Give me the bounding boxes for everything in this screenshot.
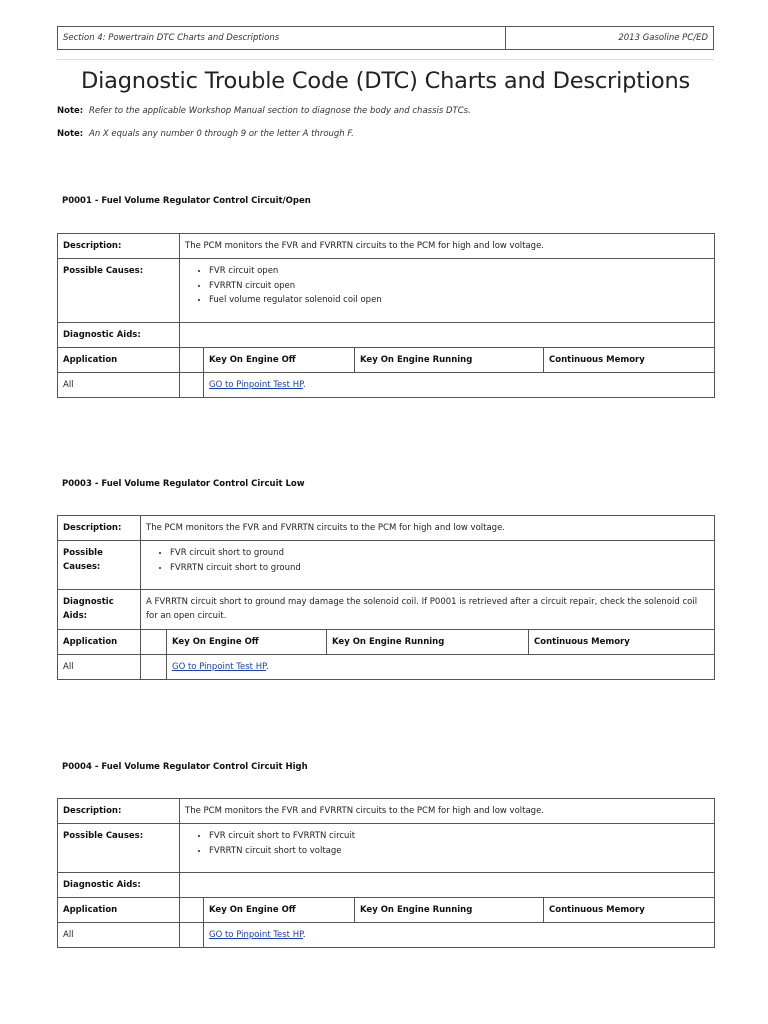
list-item: • FVR circuit open <box>209 264 709 279</box>
empty-cell <box>141 655 167 680</box>
possible-causes-cell <box>141 541 715 590</box>
causes-list <box>146 546 709 575</box>
list-item: • FVR circuit short to ground <box>170 546 709 561</box>
list-item: • FVR circuit short to FVRRTN circuit <box>209 829 709 844</box>
dtc-title-p0001: P0001 - Fuel Volume Regulator Control Circuit/Open <box>62 196 311 206</box>
diagnostic-aids-text <box>180 873 715 898</box>
pinpoint-test-link[interactable]: GO to Pinpoint Test HP <box>172 662 266 672</box>
diagnostic-aids-label: Diagnostic Aids: <box>58 873 180 898</box>
application-value: All <box>58 655 141 680</box>
description-label: Description: <box>58 516 141 541</box>
koer-header: Key On Engine Running <box>355 348 544 373</box>
description-text: The PCM monitors the FVR and FVRRTN circuits to the PCM for high and low voltage. <box>180 799 715 824</box>
model-label: 2013 Gasoline PC/ED <box>618 33 708 43</box>
causes-list <box>185 829 709 858</box>
continuous-memory-header: Continuous Memory <box>529 630 715 655</box>
possible-causes-label <box>58 541 141 590</box>
section-label: Section 4: Powertrain DTC Charts and Descriptions <box>58 27 506 49</box>
dtc-table-p0003 <box>57 515 715 680</box>
description-label: Description: <box>58 234 180 259</box>
possible-label: Possible <box>63 548 103 558</box>
continuous-memory-header: Continuous Memory <box>544 348 715 373</box>
koer-header: Key On Engine Running <box>355 898 544 923</box>
list-item: • FVRRTN circuit short to ground <box>170 561 709 576</box>
link-suffix: . <box>265 662 269 672</box>
dtc-title-p0004: P0004 - Fuel Volume Regulator Control Circuit High <box>62 762 308 772</box>
empty-header-cell <box>141 630 167 655</box>
causes-list <box>185 264 709 308</box>
aids-label: Aids: <box>63 611 88 621</box>
pinpoint-test-link[interactable]: GO to Pinpoint Test HP <box>209 380 303 390</box>
dtc-title-p0003: P0003 - Fuel Volume Regulator Control Circuit Low <box>62 479 305 489</box>
possible-causes-cell <box>180 259 715 323</box>
note-text: An X equals any number 0 through 9 or the letter A through F. <box>89 129 354 139</box>
note-text: Refer to the applicable Workshop Manual section to diagnose the body and chassis DTCs. <box>89 106 471 116</box>
header-divider <box>57 59 714 60</box>
note-x-equals <box>57 129 354 139</box>
continuous-memory-header: Continuous Memory <box>544 898 715 923</box>
diagnostic-label: Diagnostic <box>63 597 114 607</box>
diagnostic-aids-text <box>180 323 715 348</box>
koeo-header: Key On Engine Off <box>204 898 355 923</box>
koer-header: Key On Engine Running <box>327 630 529 655</box>
koeo-header: Key On Engine Off <box>167 630 327 655</box>
pinpoint-cell <box>204 373 715 398</box>
application-header: Application <box>58 898 180 923</box>
empty-header-cell <box>180 348 204 373</box>
note-body-chassis <box>57 106 471 116</box>
pinpoint-test-link[interactable]: GO to Pinpoint Test HP <box>209 930 303 940</box>
diagnostic-aids-label <box>58 590 141 630</box>
link-suffix: . <box>302 380 306 390</box>
list-item: • FVRRTN circuit open <box>209 279 709 294</box>
page-title: Diagnostic Trouble Code (DTC) Charts and Descriptions <box>80 68 691 94</box>
application-header: Application <box>58 630 141 655</box>
diagnostic-aids-label: Diagnostic Aids: <box>58 323 180 348</box>
empty-header-cell <box>180 898 204 923</box>
link-suffix: . <box>302 930 306 940</box>
pinpoint-cell <box>204 923 715 948</box>
diagnostic-aids-text: A FVRRTN circuit short to ground may damage the solenoid coil. If P0001 is retrieved after a circuit repair, check the solenoid coil for an open circuit. <box>141 590 715 630</box>
dtc-table-p0004 <box>57 798 715 948</box>
koeo-header: Key On Engine Off <box>204 348 355 373</box>
pinpoint-cell <box>167 655 715 680</box>
page-header <box>57 26 714 50</box>
application-header: Application <box>58 348 180 373</box>
description-label: Description: <box>58 799 180 824</box>
note-label: Note: <box>57 106 84 116</box>
dtc-table-p0001 <box>57 233 715 398</box>
possible-causes-label: Possible Causes: <box>58 824 180 873</box>
possible-causes-label: Possible Causes: <box>58 259 180 323</box>
list-item: • Fuel volume regulator solenoid coil open <box>209 293 709 308</box>
application-value: All <box>58 923 180 948</box>
description-text: The PCM monitors the FVR and FVRRTN circuits to the PCM for high and low voltage. <box>141 516 715 541</box>
list-item: • FVRRTN circuit short to voltage <box>209 844 709 859</box>
note-label: Note: <box>57 129 84 139</box>
description-text: The PCM monitors the FVR and FVRRTN circuits to the PCM for high and low voltage. <box>180 234 715 259</box>
application-value: All <box>58 373 180 398</box>
possible-causes-cell <box>180 824 715 873</box>
causes-label: Causes: <box>63 562 101 572</box>
empty-cell <box>180 923 204 948</box>
empty-cell <box>180 373 204 398</box>
